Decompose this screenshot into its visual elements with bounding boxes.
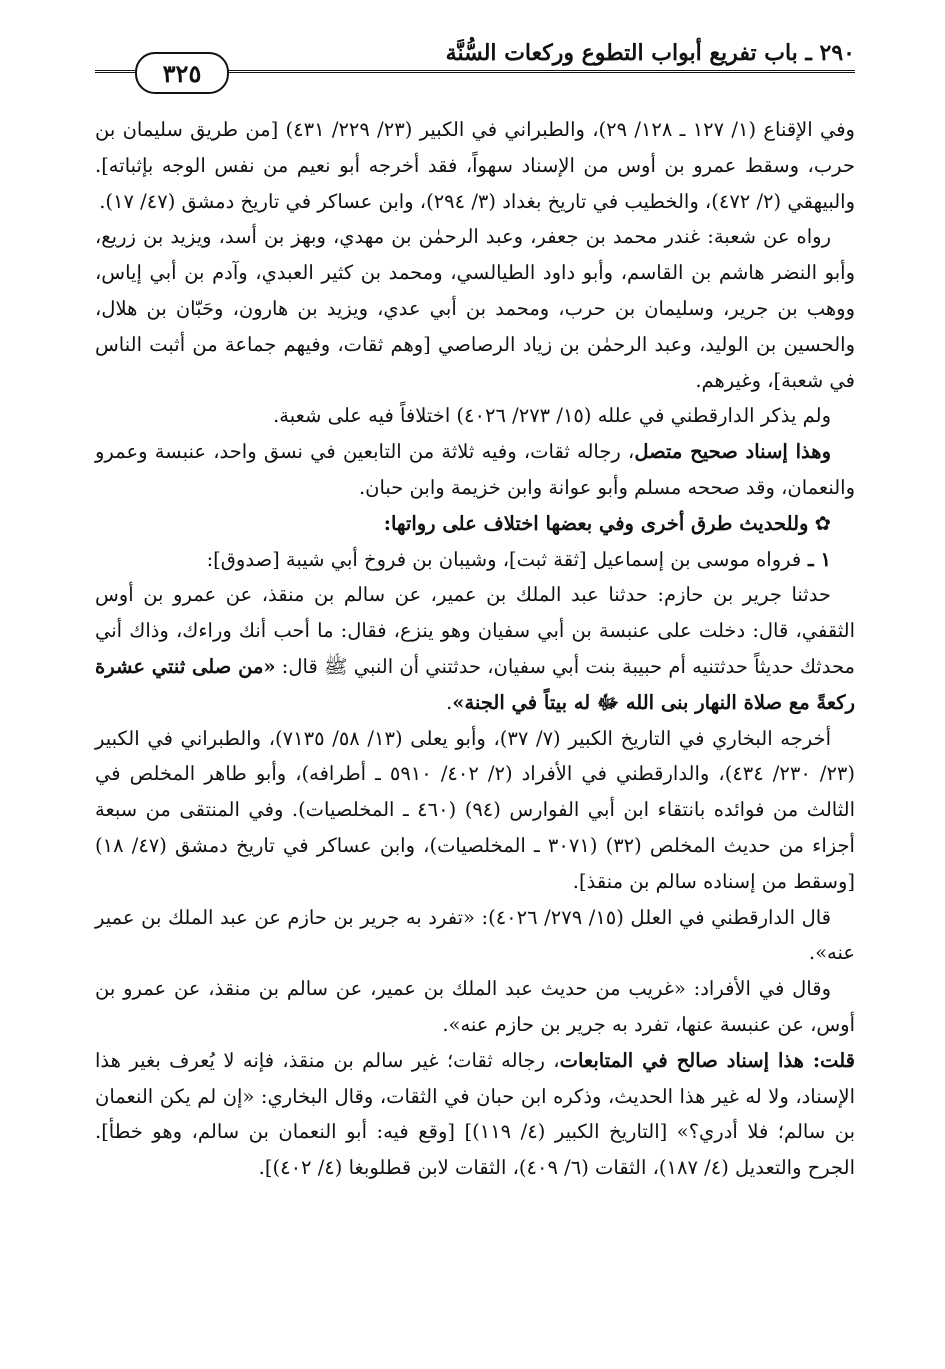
page-number: ٣٢٥	[135, 52, 229, 94]
text-run: .	[446, 690, 453, 714]
bold-text: «من صلى ثنتي عشرة ركعةً مع صلاة النهار بنى الله ﷻ له بيتاً في الجنة»	[95, 654, 855, 714]
paragraph	[95, 219, 855, 398]
text-run: فرواه موسى بن إسماعيل [ثقة ثبت]، وشيبان بن فروخ أبي شيبة [صدوق]:	[206, 547, 802, 571]
bold-text: وللحديث طرق أخرى وفي بعضها اختلاف على رواتها:	[383, 511, 809, 535]
paragraph	[95, 577, 855, 720]
text-run: وفي الإقناع (١/ ١٢٧ ـ ١٢٨/ ٢٩)، والطبراني في الكبير (٢٣/ ٢٢٩/ ٤٣١) [من طريق سليمان بن حرب، وسقط عمرو بن أوس من الإسناد سهواً، فقد أخرجه أبو نعيم من نفس الوجه بإثباته]. والبيهقي (٢/ ٤٧٢)، والخطيب في تاريخ بغداد (٣/ ٢٩٤)، وابن عساكر في تاريخ دمشق (٤٧/ ١٧).	[95, 118, 855, 213]
paragraph	[95, 434, 855, 506]
text-run: ، رجاله ثقات؛ غير سالم بن منقذ، فإنه لا يُعرف بغير هذا الإسناد، ولا له غير هذا الحديث، وذكره ابن حبان في الثقات، وقال البخاري: «إن لم يكن النعمان بن سالم؛ فلا أدري؟» [التاريخ الكبير (٤/ ١١٩)] [وقع فيه: أبو النعمان بن سالم، وهو خطأ]. الجرح والتعديل (٤/ ١٨٧)، الثقات (٦/ ٤٠٩)، الثقات لابن قطلوبغا (٤/ ٤٠٢)].	[95, 1048, 855, 1180]
page-body	[95, 112, 855, 1186]
text-run: ✿	[808, 511, 831, 535]
header-rule	[225, 70, 855, 77]
text-run: قال الدارقطني في العلل (١٥/ ٢٧٩/ ٤٠٢٦): «تفرد به جرير بن حازم عن عبد الملك بن عمير عنه».	[95, 905, 855, 965]
text-run: أخرجه البخاري في التاريخ الكبير (٧/ ٣٧)، وأبو يعلى (١٣/ ٥٨/ ٧١٣٥)، والطبراني في الكبير (٢٣/ ٢٣٠/ ٤٣٤)، والدارقطني في الأفراد (٢/ ٤٠٢/ ٥٩١٠ ـ أطرافه)، وأبو طاهر المخلص في الثالث من فوائده بانتقاء ابن أبي الفوارس (٩٤) (٤٦٠ ـ المخلصيات). وفي المنتقى من سبعة أجزاء من حديث المخلص (٣٢) (٣٠٧١ ـ المخلصيات)، وابن عساكر في تاريخ دمشق (٤٧/ ١٨) [وسقط من إسناده سالم بن منقذ].	[95, 726, 855, 893]
paragraph	[95, 112, 855, 219]
paragraph	[95, 398, 855, 434]
paragraph	[95, 971, 855, 1043]
bold-text: قلت: هذا إسناد صالح في المتابعات	[559, 1048, 855, 1072]
paragraph	[95, 721, 855, 900]
text-run: ، رجاله ثقات، وفيه ثلاثة من التابعين في نسق واحد، عنبسة وعمرو والنعمان، وقد صححه مسلم وأبو عوانة وابن خزيمة وابن حبان.	[95, 440, 855, 499]
page-header	[95, 40, 855, 92]
text-run: رواه عن شعبة: غندر محمد بن جعفر، وعبد الرحمٰن بن مهدي، وبهز بن أسد، ويزيد بن زريع، وأبو النضر هاشم بن القاسم، وأبو داود الطيالسي، ومحمد بن كثير العبدي، وآدم بن أبي إياس، ووهب بن جرير، وسليمان بن حرب، ومحمد بن أبي عدي، ويزيد بن هارون، وحَبّان بن هلال، والحسين بن الوليد، وعبد الرحمٰن بن زياد الرصاصي [وهم ثقات، وفيهم جماعة من أثبت الناس في شعبة]، وغيرهم.	[95, 225, 855, 392]
bold-text: وهذا إسناد صحيح متصل	[634, 440, 831, 464]
text-run: وقال في الأفراد: «غريب من حديث عبد الملك بن عمير، عن سالم بن منقذ، عن عمرو بن أوس، عن عنبسة عنها، تفرد به جرير بن حازم عنه».	[95, 977, 855, 1036]
paragraph	[95, 506, 855, 542]
bold-text: ١ ـ	[801, 547, 831, 571]
text-run: حدثنا جرير بن حازم: حدثنا عبد الملك بن عمير، عن سالم بن منقذ، عن عمرو بن أوس الثقفي، قال: دخلت على عنبسة بن أبي سفيان وهو ينزع، فقال: ما أحب أنك وراءك، وذاك أني محدثك حديثاً حدثتنيه أم حبيبة بنت أبي سفيان، حدثتني أن النبي ﷺ قال:	[95, 583, 855, 678]
paragraph	[95, 900, 855, 972]
paragraph	[95, 1043, 855, 1186]
paragraph	[95, 542, 855, 578]
text-run: ولم يذكر الدارقطني في علله (١٥/ ٢٧٣/ ٤٠٢٦) اختلافاً فيه على شعبة.	[273, 404, 831, 428]
running-title: ٢٩٠ ـ باب تفريع أبواب التطوع وركعات السُّنَّة	[445, 40, 855, 66]
header-rule-left	[95, 70, 135, 77]
